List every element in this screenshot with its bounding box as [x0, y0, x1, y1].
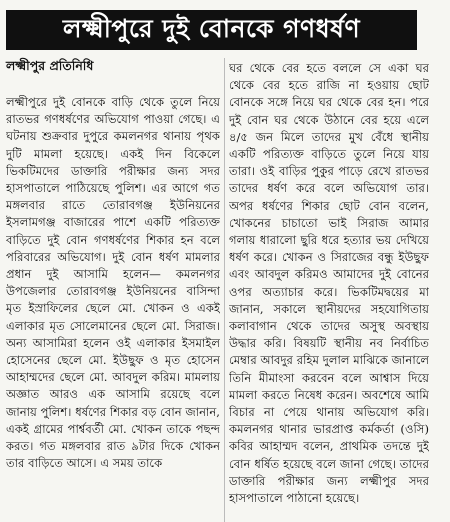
column-divider: [224, 58, 225, 522]
article-column-right: ঘর থেকে বের হতে বললে সে একা ঘর থেকে বের হতে রাজি না হওয়ায় ছোট বোনকে সঙ্গে নিয়ে ঘর থেকে বের হন। পরে দুই বোন ঘর থেকে উঠানে বের হয়ে এলে ৪/৫ জন মিলে তাদের মুখ বেঁধে স্থানীয় একটি পরিত্যক্ত বাড়িতে তুলে নিয়ে যায় তারা। ওই বাড়ির পুকুর পাড়ে রেখে রাতভর তাদের ধর্ষণ করে বলে অভিযোগ তার। অপর ধর্ষণের শিকার ছোট বোন বলেন, খোকনের চাচাতো ভাই সিরাজ আমার গলায় ধারালো ছুরি ধরে হত্যার ভয় দেখিয়ে ধর্ষণ করে। খোকন ও সিরাজের বন্ধু ইউছুফ এবং আবদুল করিমও আমাদের দুই বোনের ওপর অত্যাচার করে। ভিকটিমদ্বয়ের মা জানান, সকালে স্থানীয়দের সহযোগিতায় কলাবাগান থেকে তাদের অসুস্থ অবস্থায় উদ্ধার করি। বিষয়টি স্থানীয় নব নির্বাচিত মেম্বার আবদুর রহিম দুলাল মাঝিকে জানালে তিনি মীমাংসা করবেন বলে আশ্বাস দিয়ে মামলা করতে নিষেধ করেন। অবশেষে আমি বিচার না পেয়ে থানায় অভিযোগ করি। কমলনগর থানার ভারপ্রাপ্ত কর্মকর্তা (ওসি) কবির আহাম্মদ বলেন, প্রাথমিক তদন্তে দুই বোন ধর্ষিত হয়েছে বলে জানা গেছে। তাদের ডাক্তারি পরীক্ষার জন্য লক্ষ্মীপুর সদর হাসপাতালে পাঠানো হয়েছে।: [229, 61, 429, 506]
headline-banner: [6, 10, 417, 50]
adjacent-column-edge: [432, 0, 450, 522]
article-column-left: লক্ষ্মীপুরে দুই বোনকে বাড়ি থেকে তুলে নিয়ে রাতভর গণধর্ষণের অভিযোগ পাওয়া গেছে। এ ঘটনায় শুক্রবার দুপুরে কমলনগর থানায় পৃথক দুটি মামলা হয়েছে। একই দিন বিকেলে ভিকটিমদের ডাক্তারি পরীক্ষার জন্য সদর হাসপাতালে পাঠিয়েছে পুলিশ। এর আগে গত মঙ্গলবার রাতে তোরাবগঞ্জ ইউনিয়নের ইসলামগঞ্জ বাজারের পাশে একটি পরিত্যক্ত বাড়িতে দুই বোন গণধর্ষণের শিকার হন বলে পরিবারের অভিযোগ। দুই বোন ধর্ষণ মামলার প্রধান দুই আসামি হলেন— কমলনগর উপজেলার তোরাবগঞ্জ ইউনিয়নের বাসিন্দা মৃত ইস্রাফিলের ছেলে মো. খোকন ও একই এলাকার মৃত সোলেমানের ছেলে মো. সিরাজ। অন্য আসামিরা হলেন ওই এলাকার ইসমাইল হোসেনের ছেলে মো. ইউছুফ ও মৃত হোসেন আহাম্মদের ছেলে মো. আবদুল করিম। মামলায় অজ্ঞাত আরও এক আসামি রয়েছে বলে জানায় পুলিশ। ধর্ষণের শিকার বড় বোন জানান, একই গ্রামের পার্শ্ববর্তী মো. খোকন তাকে পছন্দ করত। গত মঙ্গলবার রাত ৯টার দিকে খোকন তার বাড়িতে আসে। এ সময় তাকে: [6, 95, 220, 471]
byline: লক্ষ্মীপুর প্রতিনিধি: [6, 58, 94, 73]
headline-text: লক্ষ্মীপুরে দুই বোনকে গণধর্ষণ: [62, 13, 361, 43]
